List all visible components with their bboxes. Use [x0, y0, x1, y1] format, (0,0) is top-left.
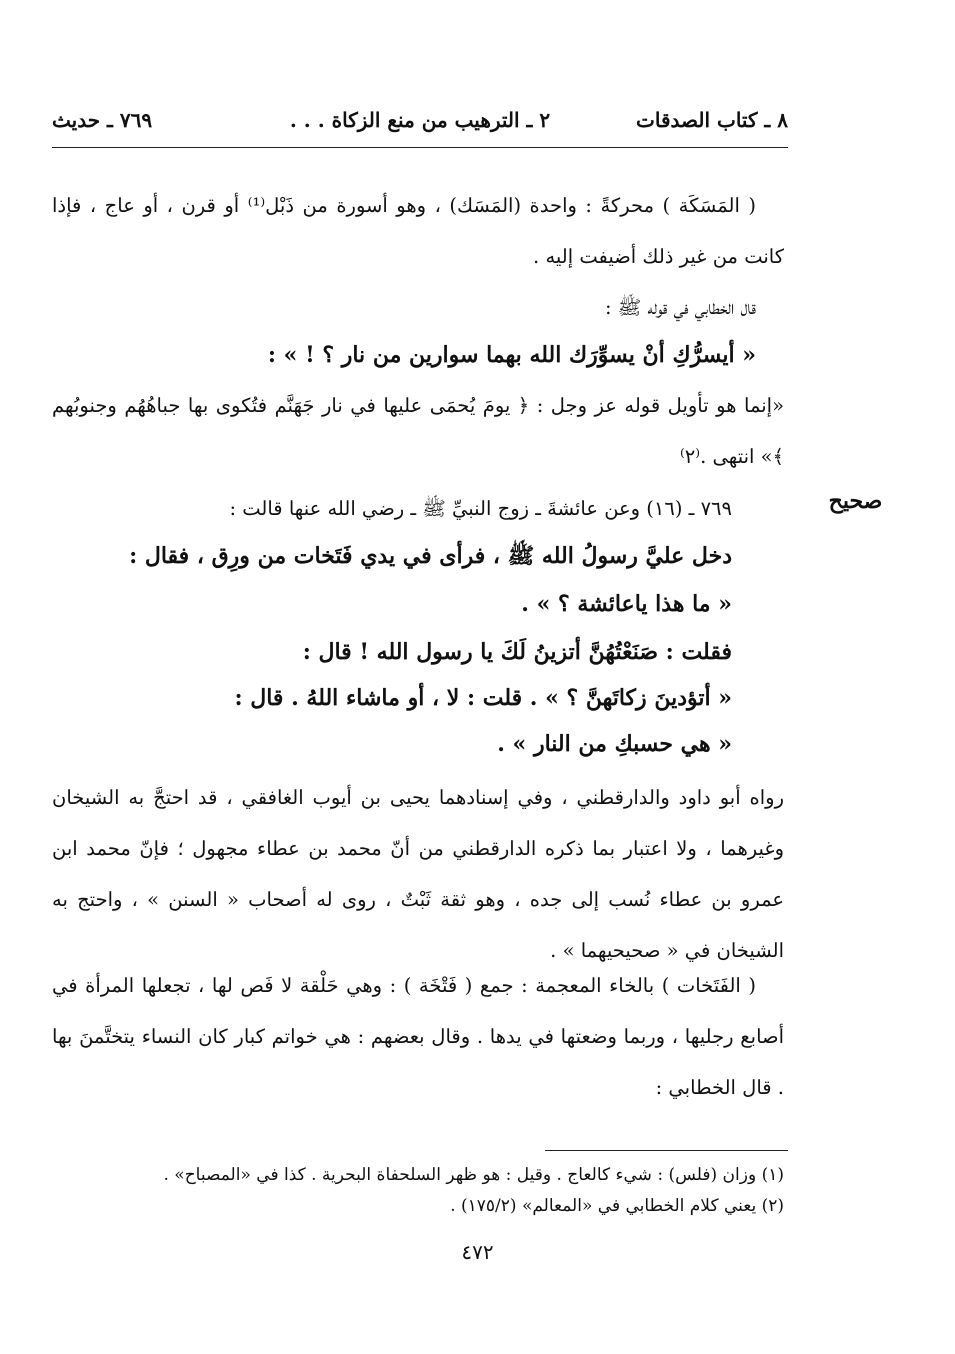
hadith-line-4: « أتؤدينَ زكاتَهنَّ ؟ » . قلت : لا ، أو ماشاء اللهُ . قال : [234, 685, 732, 711]
hadith-line-1: دخل عليَّ رسولُ الله ﷺ ، فرأى في يدي فَتَخات من ورِق ، فقال : [129, 543, 732, 569]
hadith-intro-text: ٧٦٩ ـ (١٦) وعن عائشةَ ـ زوج النبيِّ ﷺ ـ رضي الله عنها قالت : [229, 497, 732, 520]
page-number: ٤٧٢ [461, 1240, 494, 1264]
hadith-line-2: « ما هذا ياعائشة ؟ » . [521, 591, 732, 617]
paragraph-fatakhat-definition: ( الفَتَخات ) بالخاء المعجمة : جمع ( فَتْخَة ) : وهي حَلْقة لا فَص لها ، تجعلها المرأة في أصابع رجليها ، وربما وضعتها في يدها . وقال بعضهم : هي خواتم كبار كان النساء يتختَّمنَ بها . قال الخطابي : [52, 974, 784, 1099]
paragraph-khattabi-quote-intro: قال الخطابي في قوله ﷺ : [604, 296, 756, 319]
footnote-divider [545, 1150, 788, 1151]
footnote-2: (٢) يعني كلام الخطابي في «المعالم» (١٧٥/٢) . [450, 1196, 784, 1216]
paragraph-narration-commentary: رواه أبو داود والدارقطني ، وفي إسنادهما يحيى بن أيوب الغافقي ، قد احتجَّ به الشيخان وغيرهما ، ولا اعتبار بما ذكره الدارقطني من أنّ محمد بن عطاء مجهول ؛ فإنّ محمد ابن عمرو بن عطاء نُسب إلى جده ، وهو ثقة ثَبْتٌ ، روى له أصحاب « السنن » ، واحتج به الشيخان في « صحيحيهما » . [52, 786, 784, 962]
hadith-grade-label: صحيح [828, 488, 883, 514]
paragraph-maskah-definition: ( المَسَكَة ) محركةً : واحدة (المَسَك) ، وهو أسورة من ذَبْل⁽¹⁾ أو قرن ، أو عاج ، فإذا كانت من غير ذلك أضيفت إليه . [52, 194, 784, 268]
header-chapter-title: ٢ ـ الترهيب من منع الزكاة . . . [289, 108, 551, 132]
running-header [52, 108, 788, 140]
hadith-line-3: فقلت : صَنَعْتُهُنَّ أتزينُ لَكَ يا رسول الله ! قال : [302, 639, 732, 665]
hadith-intro [52, 484, 732, 533]
paragraph-khattabi-explanation: «إنما هو تأويل قوله عز وجل : ﴿ يومَ يُحمَى عليها في نار جَهَنَّم فتُكوى بها جباهُهُم وجنوبُهم ﴾» انتهى .⁽٢⁾ [52, 394, 784, 468]
header-hadith-number: ٧٦٩ ـ حديث [52, 108, 153, 132]
footnote-1: (١) وزان (فلس) : شيء كالعاج . وقيل : هو ظهر السلحفاة البحرية . كذا في «المصباح» . [163, 1165, 784, 1185]
paragraph-hadith-quote: « أيسرُّكِ أنْ يسوِّرَك الله بهما سوارين من نار ؟ ! » : [267, 342, 756, 368]
header-book-title: ٨ ـ كتاب الصدقات [636, 108, 788, 132]
hadith-line-5: « هي حسبكِ من النار » . [497, 731, 732, 757]
header-divider [52, 147, 788, 148]
footnotes [52, 1160, 784, 1222]
